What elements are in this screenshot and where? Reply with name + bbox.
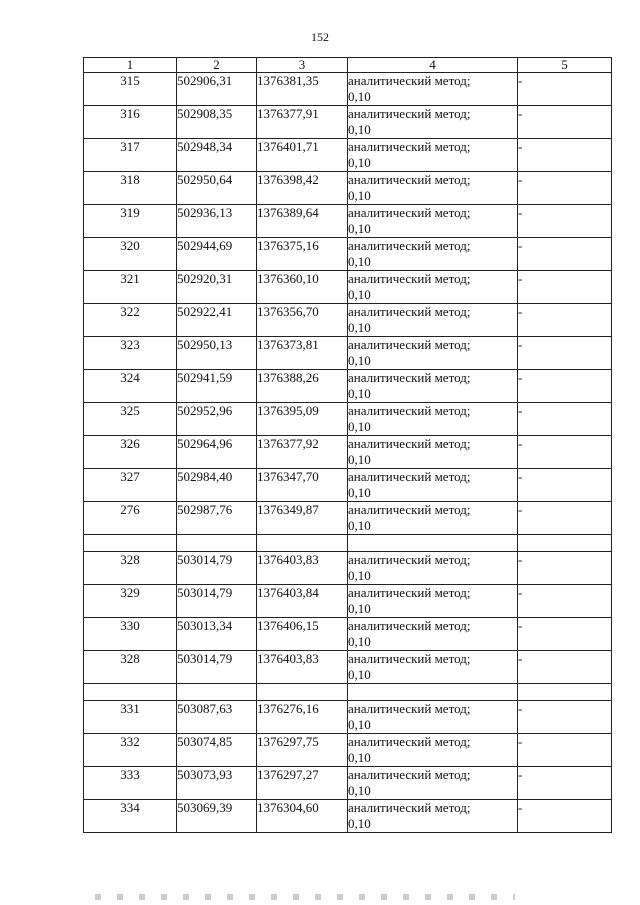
point-number-cell: 321 — [84, 271, 177, 304]
table-row — [84, 403, 612, 436]
x-coordinate-cell: 502984,40 — [177, 469, 257, 502]
empty-cell — [84, 684, 177, 701]
method-text: аналитический метод; — [348, 800, 471, 815]
method-text: аналитический метод; — [348, 552, 471, 567]
y-coordinate-cell: 1376403,84 — [257, 585, 348, 618]
point-number-cell: 322 — [84, 304, 177, 337]
table-row — [84, 701, 612, 734]
separator-row — [84, 684, 612, 701]
method-cell — [348, 304, 518, 337]
accuracy-value: 0,10 — [348, 287, 371, 302]
table-row — [84, 370, 612, 403]
method-text: аналитический метод; — [348, 502, 471, 517]
accuracy-value: 0,10 — [348, 816, 371, 831]
point-number-cell: 334 — [84, 800, 177, 833]
accuracy-value: 0,10 — [348, 667, 371, 682]
method-cell — [348, 767, 518, 800]
y-coordinate-cell: 1376347,70 — [257, 469, 348, 502]
note-cell: - — [518, 172, 612, 205]
note-cell: - — [518, 585, 612, 618]
method-text: аналитический метод; — [348, 304, 471, 319]
note-cell: - — [518, 139, 612, 172]
table-row — [84, 585, 612, 618]
accuracy-value: 0,10 — [348, 518, 371, 533]
table-row — [84, 469, 612, 502]
note-cell: - — [518, 238, 612, 271]
note-cell: - — [518, 106, 612, 139]
accuracy-value: 0,10 — [348, 485, 371, 500]
note-cell: - — [518, 403, 612, 436]
y-coordinate-cell: 1376349,87 — [257, 502, 348, 535]
method-cell — [348, 73, 518, 106]
point-number-cell: 320 — [84, 238, 177, 271]
method-text: аналитический метод; — [348, 238, 471, 253]
x-coordinate-cell: 502987,76 — [177, 502, 257, 535]
table-row — [84, 106, 612, 139]
note-cell: - — [518, 436, 612, 469]
x-coordinate-cell: 503014,79 — [177, 552, 257, 585]
empty-cell — [518, 684, 612, 701]
method-text: аналитический метод; — [348, 337, 471, 352]
point-number-cell: 327 — [84, 469, 177, 502]
x-coordinate-cell: 502941,59 — [177, 370, 257, 403]
method-text: аналитический метод; — [348, 618, 471, 633]
table-row — [84, 767, 612, 800]
method-text: аналитический метод; — [348, 469, 471, 484]
table-row — [84, 502, 612, 535]
point-number-cell: 316 — [84, 106, 177, 139]
empty-cell — [177, 684, 257, 701]
table-row — [84, 139, 612, 172]
note-cell: - — [518, 767, 612, 800]
accuracy-value: 0,10 — [348, 221, 371, 236]
method-cell — [348, 205, 518, 238]
method-text: аналитический метод; — [348, 651, 471, 666]
y-coordinate-cell: 1376389,64 — [257, 205, 348, 238]
note-cell: - — [518, 73, 612, 106]
method-cell — [348, 800, 518, 833]
y-coordinate-cell: 1376381,35 — [257, 73, 348, 106]
table-row — [84, 800, 612, 833]
method-cell — [348, 106, 518, 139]
note-cell: - — [518, 370, 612, 403]
y-coordinate-cell: 1376388,26 — [257, 370, 348, 403]
point-number-cell: 326 — [84, 436, 177, 469]
x-coordinate-cell: 503013,34 — [177, 618, 257, 651]
y-coordinate-cell: 1376304,60 — [257, 800, 348, 833]
y-coordinate-cell: 1376356,70 — [257, 304, 348, 337]
accuracy-value: 0,10 — [348, 717, 371, 732]
accuracy-value: 0,10 — [348, 601, 371, 616]
y-coordinate-cell: 1376403,83 — [257, 552, 348, 585]
method-cell — [348, 436, 518, 469]
table-row — [84, 205, 612, 238]
coordinates-table — [83, 57, 612, 833]
table-row — [84, 734, 612, 767]
x-coordinate-cell: 502950,13 — [177, 337, 257, 370]
y-coordinate-cell: 1376401,71 — [257, 139, 348, 172]
accuracy-value: 0,10 — [348, 419, 371, 434]
y-coordinate-cell: 1376377,92 — [257, 436, 348, 469]
accuracy-value: 0,10 — [348, 122, 371, 137]
point-number-cell: 332 — [84, 734, 177, 767]
note-cell: - — [518, 701, 612, 734]
table-row — [84, 271, 612, 304]
page-number: 152 — [311, 30, 329, 44]
note-cell: - — [518, 651, 612, 684]
x-coordinate-cell: 503069,39 — [177, 800, 257, 833]
method-text: аналитический метод; — [348, 734, 471, 749]
note-cell: - — [518, 800, 612, 833]
note-cell: - — [518, 552, 612, 585]
method-cell — [348, 271, 518, 304]
x-coordinate-cell: 502944,69 — [177, 238, 257, 271]
header-cell-2: 2 — [177, 58, 257, 73]
y-coordinate-cell: 1376360,10 — [257, 271, 348, 304]
note-cell: - — [518, 205, 612, 238]
method-text: аналитический метод; — [348, 436, 471, 451]
table-body — [84, 73, 612, 833]
x-coordinate-cell: 502964,96 — [177, 436, 257, 469]
header-cell-5: 5 — [518, 58, 612, 73]
table-row — [84, 172, 612, 205]
empty-cell — [348, 535, 518, 552]
method-text: аналитический метод; — [348, 139, 471, 154]
accuracy-value: 0,10 — [348, 452, 371, 467]
y-coordinate-cell: 1376398,42 — [257, 172, 348, 205]
method-cell — [348, 651, 518, 684]
point-number-cell: 276 — [84, 502, 177, 535]
empty-cell — [518, 535, 612, 552]
method-text: аналитический метод; — [348, 106, 471, 121]
empty-cell — [84, 535, 177, 552]
note-cell: - — [518, 337, 612, 370]
y-coordinate-cell: 1376297,75 — [257, 734, 348, 767]
table-row — [84, 238, 612, 271]
accuracy-value: 0,10 — [348, 89, 371, 104]
y-coordinate-cell: 1376403,83 — [257, 651, 348, 684]
header-cell-1: 1 — [84, 58, 177, 73]
y-coordinate-cell: 1376276,16 — [257, 701, 348, 734]
method-cell — [348, 370, 518, 403]
scan-artifact — [95, 894, 515, 900]
method-cell — [348, 502, 518, 535]
empty-cell — [257, 535, 348, 552]
empty-cell — [348, 684, 518, 701]
accuracy-value: 0,10 — [348, 353, 371, 368]
point-number-cell: 324 — [84, 370, 177, 403]
accuracy-value: 0,10 — [348, 254, 371, 269]
x-coordinate-cell: 502920,31 — [177, 271, 257, 304]
method-text: аналитический метод; — [348, 205, 471, 220]
x-coordinate-cell: 503087,63 — [177, 701, 257, 734]
x-coordinate-cell: 502952,96 — [177, 403, 257, 436]
method-text: аналитический метод; — [348, 403, 471, 418]
note-cell: - — [518, 734, 612, 767]
method-cell — [348, 734, 518, 767]
x-coordinate-cell: 502950,64 — [177, 172, 257, 205]
accuracy-value: 0,10 — [348, 783, 371, 798]
method-text: аналитический метод; — [348, 172, 471, 187]
x-coordinate-cell: 502948,34 — [177, 139, 257, 172]
table-row — [84, 552, 612, 585]
note-cell: - — [518, 304, 612, 337]
accuracy-value: 0,10 — [348, 386, 371, 401]
method-text: аналитический метод; — [348, 271, 471, 286]
point-number-cell: 323 — [84, 337, 177, 370]
y-coordinate-cell: 1376406,15 — [257, 618, 348, 651]
table-row — [84, 337, 612, 370]
y-coordinate-cell: 1376297,27 — [257, 767, 348, 800]
x-coordinate-cell: 503014,79 — [177, 651, 257, 684]
method-cell — [348, 172, 518, 205]
x-coordinate-cell: 502906,31 — [177, 73, 257, 106]
note-cell: - — [518, 271, 612, 304]
separator-row — [84, 535, 612, 552]
point-number-cell: 318 — [84, 172, 177, 205]
method-text: аналитический метод; — [348, 767, 471, 782]
method-cell — [348, 618, 518, 651]
y-coordinate-cell: 1376395,09 — [257, 403, 348, 436]
point-number-cell: 331 — [84, 701, 177, 734]
x-coordinate-cell: 502922,41 — [177, 304, 257, 337]
empty-cell — [257, 684, 348, 701]
table-row — [84, 304, 612, 337]
y-coordinate-cell: 1376373,81 — [257, 337, 348, 370]
point-number-cell: 329 — [84, 585, 177, 618]
table-row — [84, 618, 612, 651]
method-cell — [348, 139, 518, 172]
header-cell-4: 4 — [348, 58, 518, 73]
point-number-cell: 328 — [84, 651, 177, 684]
point-number-cell: 333 — [84, 767, 177, 800]
method-text: аналитический метод; — [348, 370, 471, 385]
header-cell-3: 3 — [257, 58, 348, 73]
point-number-cell: 317 — [84, 139, 177, 172]
accuracy-value: 0,10 — [348, 750, 371, 765]
method-cell — [348, 701, 518, 734]
method-text: аналитический метод; — [348, 585, 471, 600]
method-cell — [348, 337, 518, 370]
point-number-cell: 325 — [84, 403, 177, 436]
accuracy-value: 0,10 — [348, 634, 371, 649]
point-number-cell: 328 — [84, 552, 177, 585]
note-cell: - — [518, 469, 612, 502]
table-row — [84, 436, 612, 469]
point-number-cell: 319 — [84, 205, 177, 238]
point-number-cell: 315 — [84, 73, 177, 106]
table-row — [84, 73, 612, 106]
header-row — [84, 58, 612, 73]
accuracy-value: 0,10 — [348, 155, 371, 170]
x-coordinate-cell: 503074,85 — [177, 734, 257, 767]
method-cell — [348, 585, 518, 618]
x-coordinate-cell: 503073,93 — [177, 767, 257, 800]
method-cell — [348, 469, 518, 502]
method-cell — [348, 238, 518, 271]
x-coordinate-cell: 502908,35 — [177, 106, 257, 139]
note-cell: - — [518, 502, 612, 535]
point-number-cell: 330 — [84, 618, 177, 651]
x-coordinate-cell: 503014,79 — [177, 585, 257, 618]
method-text: аналитический метод; — [348, 73, 471, 88]
note-cell: - — [518, 618, 612, 651]
accuracy-value: 0,10 — [348, 188, 371, 203]
y-coordinate-cell: 1376377,91 — [257, 106, 348, 139]
method-cell — [348, 552, 518, 585]
accuracy-value: 0,10 — [348, 568, 371, 583]
table-row — [84, 651, 612, 684]
y-coordinate-cell: 1376375,16 — [257, 238, 348, 271]
accuracy-value: 0,10 — [348, 320, 371, 335]
method-cell — [348, 403, 518, 436]
method-text: аналитический метод; — [348, 701, 471, 716]
empty-cell — [177, 535, 257, 552]
x-coordinate-cell: 502936,13 — [177, 205, 257, 238]
